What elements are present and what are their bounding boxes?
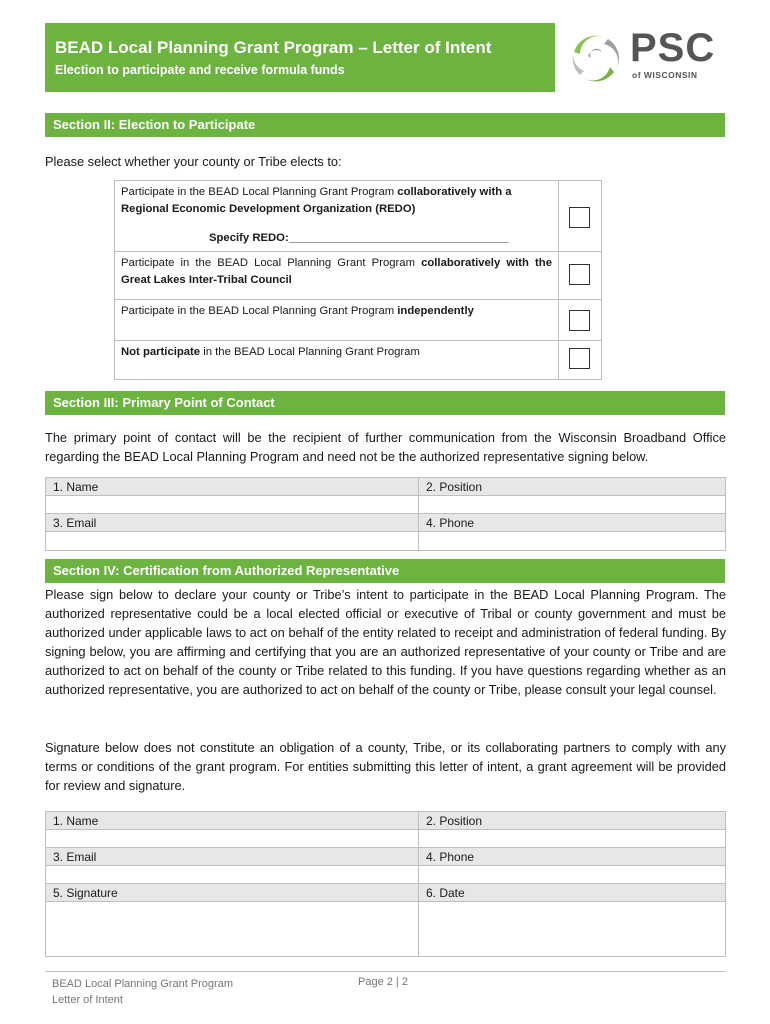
section-ii-intro: Please select whether your county or Tribe elects to:	[45, 154, 342, 169]
footer-divider	[45, 971, 726, 972]
contact-position-label: 2. Position	[419, 478, 725, 496]
specify-redo-field[interactable]: Specify REDO:___________________________________	[209, 232, 509, 244]
checkbox-redo[interactable]	[569, 207, 590, 228]
page-subtitle: Election to participate and receive formula funds	[55, 63, 345, 77]
option-row-independent: Participate in the BEAD Local Planning Grant Program independently	[115, 300, 601, 341]
rep-name-input[interactable]	[46, 830, 418, 848]
logo-text: PSC	[630, 26, 716, 70]
option-row-glitc: Participate in the BEAD Local Planning Grant Program collaboratively with the Great Lakes Inter-Tribal Council	[115, 252, 601, 300]
rep-name-label: 1. Name	[46, 812, 418, 830]
rep-phone-input[interactable]	[419, 866, 725, 884]
page-number: Page 2 | 2	[358, 976, 408, 988]
rep-email-label: 3. Email	[46, 848, 418, 866]
contact-position-input[interactable]	[419, 496, 725, 514]
contact-phone-label: 4. Phone	[419, 514, 725, 532]
checkbox-glitc[interactable]	[569, 264, 590, 285]
rep-email-input[interactable]	[46, 866, 418, 884]
checkbox-not-participate[interactable]	[569, 348, 590, 369]
rep-date-input[interactable]	[419, 902, 725, 956]
rep-phone-label: 4. Phone	[419, 848, 725, 866]
contact-email-label: 3. Email	[46, 514, 418, 532]
contact-name-input[interactable]	[46, 496, 418, 514]
section-iv-header: Section IV: Certification from Authorized Representative	[45, 559, 725, 583]
section-iii-header: Section III: Primary Point of Contact	[45, 391, 725, 415]
option-row-not-participate: Not participate in the BEAD Local Planning Grant Program	[115, 341, 601, 379]
footer-doc-title: BEAD Local Planning Grant Program Letter of Intent	[52, 978, 233, 1006]
contact-fields-grid	[45, 477, 726, 551]
rep-position-input[interactable]	[419, 830, 725, 848]
authorized-rep-fields-grid	[45, 811, 726, 957]
checkbox-independent[interactable]	[569, 310, 590, 331]
page-title: BEAD Local Planning Grant Program – Letter of Intent	[55, 38, 492, 57]
rep-position-label: 2. Position	[419, 812, 725, 830]
section-iv-text-1: Please sign below to declare your county or Tribe’s intent to participate in the BEAD Local Planning Program. The authorized representative could be a local elected official or executive of Tribal or county government and must be authorized under applicable laws to act on behalf of the entity related to receipt and administration of federal funding. By signing below, you are affirming and certifying that you are an authorized representative of your county or Tribe and are authorized to act on behalf of the county or Tribe related to this funding. If you have questions regarding whether as an authorized representative, you are authorized to act on behalf of the county or Tribe, please consult your legal counsel.	[45, 587, 726, 697]
section-iv-text-2: Signature below does not constitute an obligation of a county, Tribe, or its collaborating partners to comply with any terms or conditions of the grant program. For entities submitting this letter of intent, a grant agreement will be provided for review and signature.	[45, 740, 726, 793]
election-options-table	[114, 180, 602, 380]
rep-signature-label: 5. Signature	[46, 884, 418, 902]
rep-date-label: 6. Date	[419, 884, 725, 902]
section-iii-text: The primary point of contact will be the recipient of further communication from the Wisconsin Broadband Office regarding the BEAD Local Planning Program and need not be the authorized representative signing below.	[45, 430, 726, 464]
rep-signature-input[interactable]	[46, 902, 418, 956]
contact-name-label: 1. Name	[46, 478, 418, 496]
option-row-redo: Participate in the BEAD Local Planning Grant Program collaboratively with a Regional Economic Development Organization (REDO) Specify REDO:___________________________________	[115, 181, 601, 252]
logo-subtext: of WISCONSIN	[632, 70, 698, 80]
contact-email-input[interactable]	[46, 532, 418, 550]
header-banner	[45, 23, 555, 92]
contact-phone-input[interactable]	[419, 532, 725, 550]
section-ii-header: Section II: Election to Participate	[45, 113, 725, 137]
